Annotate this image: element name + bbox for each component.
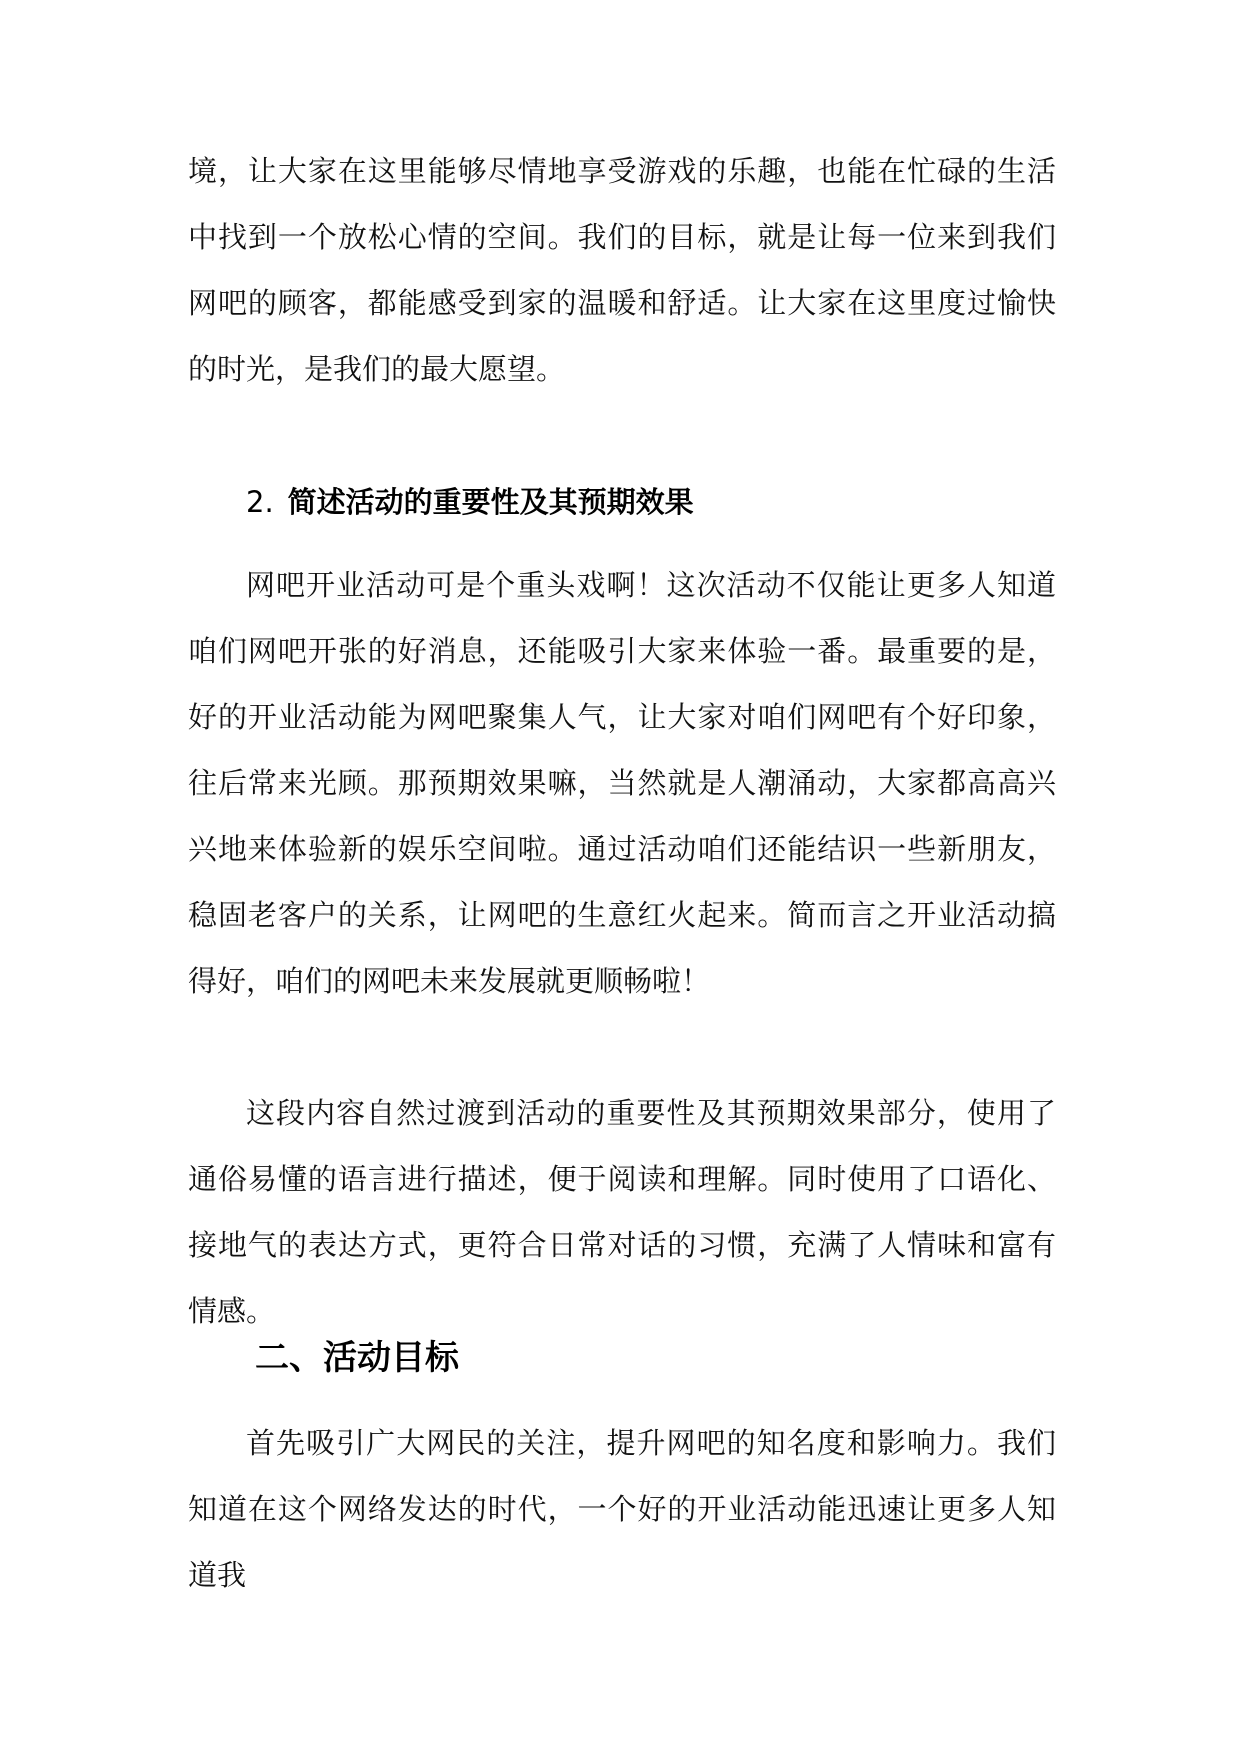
section-heading-goals: 二、活动目标	[255, 1338, 459, 1378]
paragraph-importance: 网吧开业活动可是个重头戏啊！这次活动不仅能让更多人知道咱们网吧开张的好消息，还能吸引大家来体验一番。最重要的是，好的开业活动能为网吧聚集人气，让大家对咱们网吧有个好印象，往后常来光顾。那预期效果嘛，当然就是人潮涌动，大家都高高兴兴地来体验新的娱乐空间啦。通过活动咱们还能结识一些新朋友，稳固老客户的关系，让网吧的生意红火起来。简而言之开业活动搞得好，咱们的网吧未来发展就更顺畅啦！	[188, 568, 1056, 998]
subsection-number: 2.	[246, 485, 274, 519]
paragraph-transition-note: 这段内容自然过渡到活动的重要性及其预期效果部分，使用了通俗易懂的语言进行描述，便于阅读和理解。同时使用了口语化、接地气的表达方式，更符合日常对话的习惯，充满了人情味和富有情感。	[188, 1096, 1056, 1328]
paragraph-intro-continued: 境，让大家在这里能够尽情地享受游戏的乐趣，也能在忙碌的生活中找到一个放松心情的空间。我们的目标，就是让每一位来到我们网吧的顾客，都能感受到家的温暖和舒适。让大家在这里度过愉快的时光，是我们的最大愿望。	[188, 154, 1056, 386]
subsection-heading	[246, 482, 694, 522]
paragraph-goals: 首先吸引广大网民的关注，提升网吧的知名度和影响力。我们知道在这个网络发达的时代，一个好的开业活动能迅速让更多人知道我	[188, 1426, 1056, 1592]
subsection-title: 简述活动的重要性及其预期效果	[287, 485, 694, 519]
